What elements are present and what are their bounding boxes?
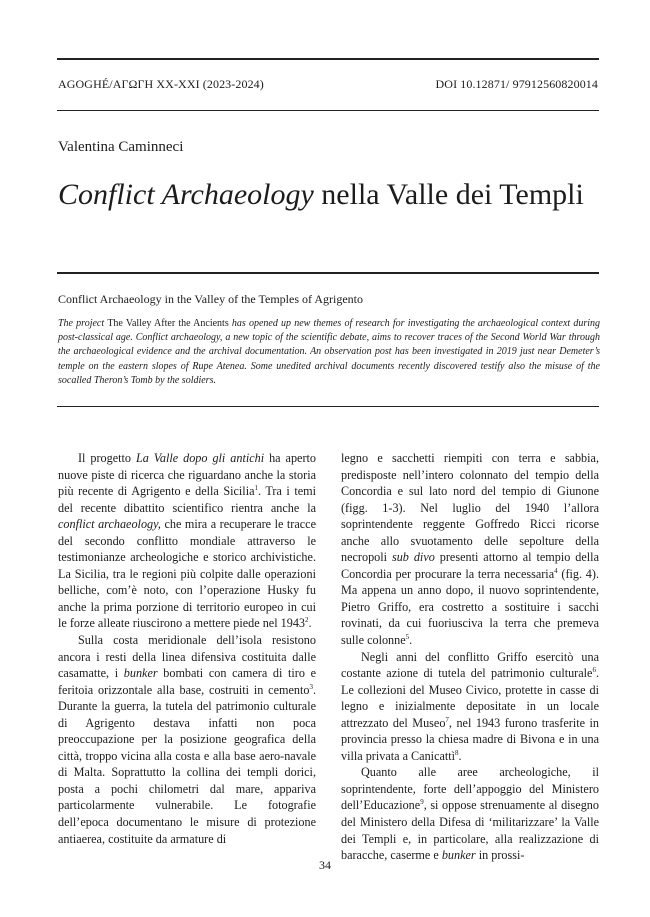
abstract-title: Conflict Archaeology in the Valley of the Temples of Agrigento: [58, 292, 363, 306]
footnote-ref: 6: [592, 666, 596, 675]
body-column-left: [58, 450, 316, 847]
footnote-ref: 8: [455, 748, 459, 757]
article-title-italic: Conflict Archaeology: [58, 178, 314, 211]
abstract-top-rule: [57, 272, 599, 274]
footnote-ref: 4: [554, 566, 558, 575]
body-column-right: [341, 450, 599, 864]
project-name: The Valley After the Ancients: [107, 318, 229, 329]
paragraph: Quanto alle aree archeologiche, il soprintendente, forte dell’appoggio del Ministero dell’Educazione$^9$, si oppose strenuamente al disegno del Ministero della Difesa di ‘militarizzare’ la Valle dei Templi e, in particolare, alla realizzazione di baracche, caserme e bunker in prossi-: [341, 765, 599, 863]
page-number: 34: [319, 858, 331, 872]
paragraph: Il progetto La Valle dopo gli antichi ha aperto nuove piste di ricerca che riguardano anche la storia più recente di Agrigento e della Sicilia$^1$. Tra i temi del recente dibattito scientifico rientra anche la conflict archaeology, che mira a recuperare le tracce del secondo conflitto mondiale attraverso le testimonianze archeologiche e storico archivistiche. La Sicilia, tra le regioni più colpite dalle operazioni belliche, com’è noto, con l’operazione Husky fu anche la prima porzione di territorio europeo in cui le forze alleate riuscirono a mettere piede nel 1943$^2$.: [58, 451, 316, 631]
abstract-bottom-rule: [57, 406, 599, 407]
header-bottom-rule: [57, 110, 599, 111]
footnote-ref: 7: [445, 715, 449, 724]
footnote-ref: 9: [420, 798, 424, 807]
footnote-ref: 3: [309, 682, 313, 691]
article-title-rest: nella Valle dei Templi: [313, 178, 584, 211]
header-top-rule: [57, 58, 599, 60]
abstract-text: The project The Valley After the Ancients has opened up new themes of research for investigating the archaeological context during post-classical age. Conflict archaeology, a new topic of the scientific debate, aims to recover traces of the Second World War through the archaeological evidence and the archival documentation. An observation post has been investigated in 2019 just near Demeter’s temple on the eastern slopes of Rupe Atenea. Some unedited archival documents recently discovered testify also the misuse of the socalled Theron’s Tomb by the soldiers.: [58, 318, 601, 386]
journal-name: AGOGHÉ/ΑΓΩΓΗ XX-XXI (2023-2024): [58, 77, 264, 91]
footnote-ref: 1: [254, 484, 258, 493]
paragraph: Negli anni del conflitto Griffo esercitò una costante azione di tutela del patrimonio culturale$^6$. Le collezioni del Museo Civico, protette in casse di legno e inizialmente depositate in un locale attrezzato del Museo$^7$, nel 1943 furono trasferite in provincia presso la chiesa madre di Bivona e in una villa privata a Canicattì$^8$.: [341, 649, 599, 763]
paragraph: legno e sacchetti riempiti con terra e sabbia, predisposte nell’intero colonnato del tempio della Concordia e sul lato nord del tempio di Giunone (figg. 1-3). Nel luglio del 1940 l’allora soprintendente reggente Goffredo Ricci ricorse anche allo svuotamento delle sepolture della necropoli sub divo presenti attorno al tempio della Concordia per procurare la terra necessaria$^4$ (fig. 4). Ma appena un anno dopo, il nuovo soprintendente, Pietro Griffo, era costretto a sostituire i sacchi rovinati, da cui fuoriusciva la terra che premeva sulle colonne$^5$.: [341, 451, 600, 648]
author-name: Valentina Caminneci: [58, 139, 184, 155]
footnote-ref: 5: [405, 632, 410, 641]
article-title: [58, 178, 584, 212]
footnote-ref: 2: [305, 616, 309, 625]
doi: DOI 10.12871/ 97912560820014: [435, 77, 598, 91]
paragraph: Sulla costa meridionale dell’isola resistono ancora i resti della linea difensiva costituita dalle casamatte, i bunker bombati con camera di tiro e feritoia orizzontale alla base, costruiti in cemento$^3$. Durante la guerra, la tutela del patrimonio culturale di Agrigento destava infatti non poca preoccupazione per la posizione geografica della città, troppo vicina alla costa e alla base aero-navale di Malta. Soprattutto la collina dei templi dorici, posta a pochi chilometri dal mare, appariva particolarmente vulnerabile. Le fotografie dell’epoca documentano le misure di protezione antiaerea, costituite da armature di: [58, 633, 316, 846]
